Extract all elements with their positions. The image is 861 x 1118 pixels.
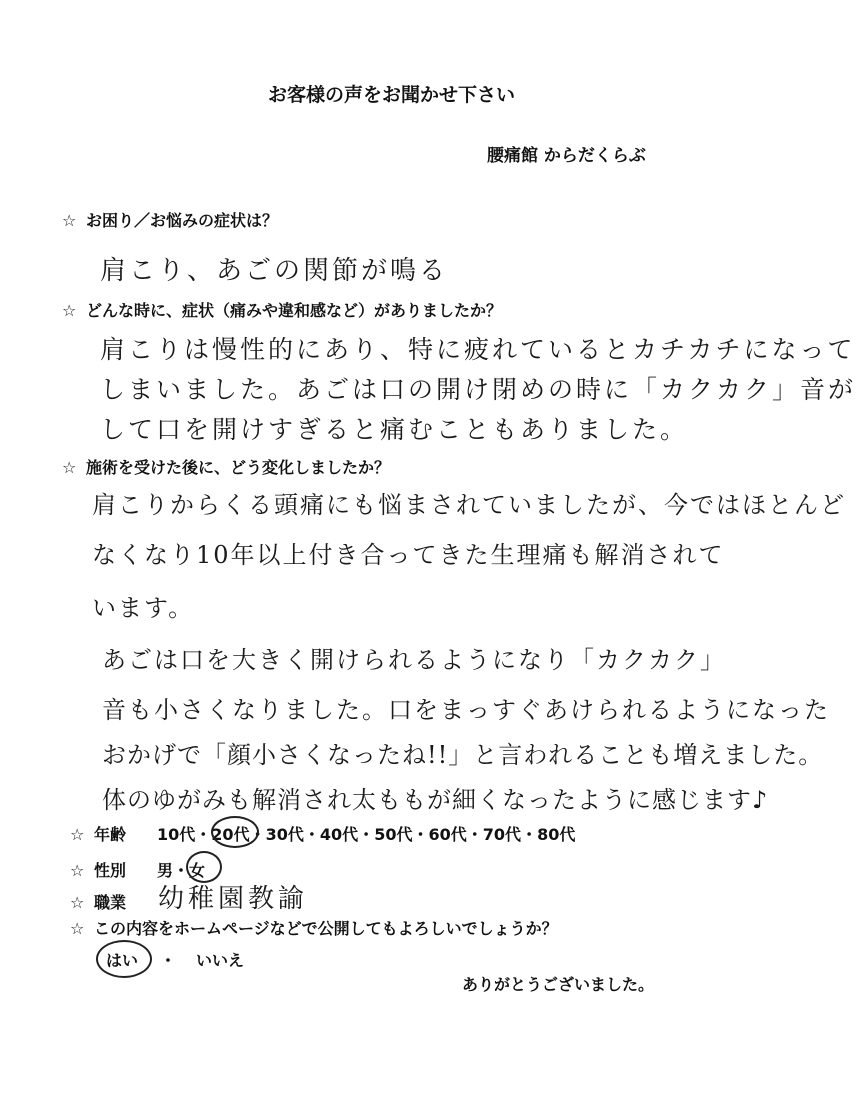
star-icon: ☆ (70, 861, 85, 880)
handwritten-line: しまいました。あごは口の開け閉めの時に「カクカク」音が (100, 375, 857, 404)
handwritten-line: なくなり10年以上付き合ってきた生理痛も解消されて (92, 541, 725, 569)
gender-row (70, 858, 126, 881)
handwritten-answer: 肩こり、あごの関節が鳴る (100, 256, 449, 286)
handwritten-line: おかげで「顔小さくなったね!!」と言われることも増えました。 (102, 741, 824, 769)
handwritten-line: 肩こりは慢性的にあり、特に疲れているとカチカチになって (100, 335, 856, 364)
handwritten-answer: 幼稚園教諭 (158, 884, 309, 914)
handwritten-line: います。 (92, 594, 195, 622)
gender-label: 性別 (94, 861, 127, 880)
age-row (70, 822, 126, 845)
age-option: 40代 (319, 825, 359, 844)
job-row (70, 890, 126, 913)
separator: ・ (173, 861, 190, 880)
separator: ・ (160, 951, 177, 970)
question-when (62, 298, 502, 321)
gender-option: 男 (157, 861, 174, 880)
star-icon: ☆ (62, 211, 77, 230)
age-option: 70代 (482, 825, 522, 844)
publish-question (70, 916, 558, 939)
age-label: 年齢 (94, 825, 127, 844)
question-symptoms (62, 208, 278, 231)
handwritten-line: 肩こりからくる頭痛にも悩まされていましたが、今ではほとんど (92, 491, 846, 519)
question-label: どんな時に、症状（痛みや違和感など）がありましたか？ (86, 301, 503, 320)
separator: ・ (195, 825, 212, 844)
separator: ・ (466, 825, 483, 844)
separator: ・ (303, 825, 320, 844)
star-icon: ☆ (62, 458, 77, 477)
age-option: 50代 (374, 825, 413, 844)
gender-option-selected: 女 (189, 861, 206, 880)
separator: ・ (521, 825, 538, 844)
age-option: 30代 (265, 825, 304, 844)
question-change (62, 455, 390, 478)
publish-no: いいえ (196, 951, 245, 970)
star-icon: ☆ (70, 893, 85, 912)
shop-name: 腰痛館 からだくらぶ (487, 146, 646, 166)
star-icon: ☆ (62, 301, 77, 320)
age-option: 80代 (537, 825, 576, 844)
handwritten-line: 音も小さくなりました。口をまっすぐあけられるようになった (102, 696, 830, 724)
job-label: 職業 (94, 893, 127, 912)
age-option: 10代 (157, 825, 196, 844)
thanks-message: ありがとうございました。 (462, 975, 655, 994)
publish-yes: はい (106, 951, 139, 970)
age-option-selected: 20代 (211, 825, 250, 844)
separator: ・ (358, 825, 375, 844)
handwritten-line: して口を開けすぎると痛むこともありました。 (100, 415, 689, 444)
star-icon: ☆ (70, 919, 85, 938)
page-title: お客様の声をお聞かせ下さい (268, 84, 516, 106)
selection-circle (211, 816, 259, 848)
publish-label: この内容をホームページなどで公開してもよろしいでしょうか？ (94, 919, 558, 938)
age-option: 60代 (428, 825, 467, 844)
star-icon: ☆ (70, 825, 85, 844)
handwritten-line: 体のゆがみも解消され太ももが細くなったように感じます♪ (102, 786, 769, 814)
handwritten-line: あごは口を大きく開けられるようになり「カクカク」 (102, 646, 726, 674)
separator: ・ (249, 825, 266, 844)
question-label: 施術を受けた後に、どう変化しましたか？ (86, 458, 391, 477)
question-label: お困り／お悩みの症状は？ (86, 211, 279, 230)
separator: ・ (412, 825, 429, 844)
selection-circle (96, 940, 152, 978)
